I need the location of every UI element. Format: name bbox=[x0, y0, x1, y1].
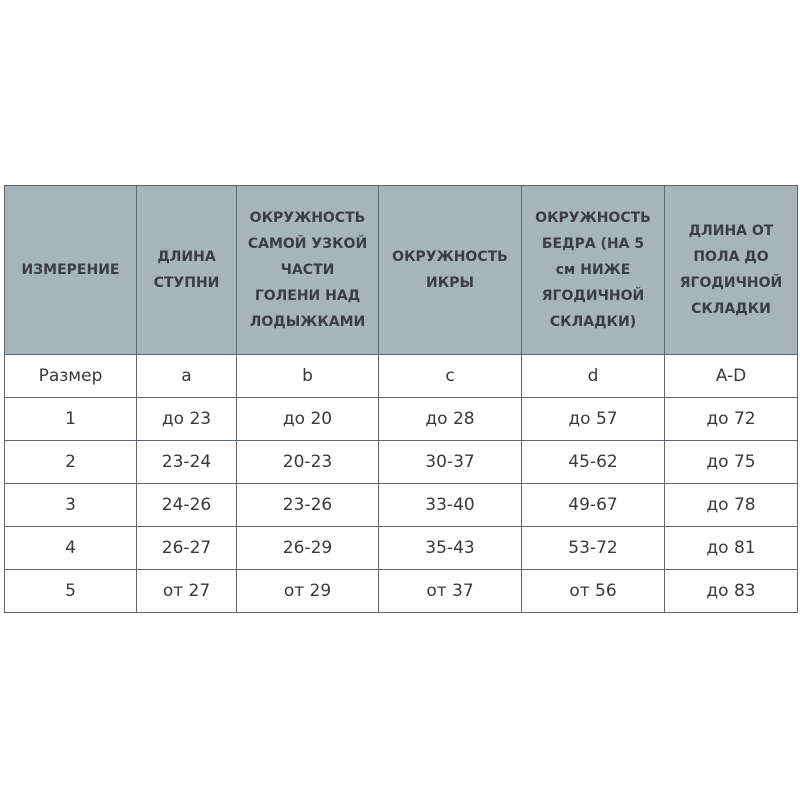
table-cell: от 27 bbox=[137, 570, 237, 613]
table-cell: 23-26 bbox=[237, 484, 379, 527]
table-cell: 24-26 bbox=[137, 484, 237, 527]
header-ankle-circumference bbox=[237, 186, 379, 355]
header-measurement bbox=[5, 186, 137, 355]
header-thigh-circumference-label: ОКРУЖНОСТЬ БЕДРА (НА 5 см НИЖЕ ЯГОДИЧНОЙ СКЛАДКИ) bbox=[535, 210, 651, 330]
header-floor-to-gluteal-length bbox=[665, 186, 798, 355]
header-floor-to-gluteal-length-label: ДЛИНА ОТ ПОЛА ДО ЯГОДИЧНОЙ СКЛАДКИ bbox=[679, 223, 783, 317]
table-cell: до 57 bbox=[522, 398, 665, 441]
table-row bbox=[5, 441, 798, 484]
table-cell: a bbox=[137, 355, 237, 398]
table-row bbox=[5, 398, 798, 441]
header-thigh-circumference bbox=[522, 186, 665, 355]
table-cell: A-D bbox=[665, 355, 798, 398]
table-cell: 45-62 bbox=[522, 441, 665, 484]
table-cell: до 72 bbox=[665, 398, 798, 441]
table-cell: 49-67 bbox=[522, 484, 665, 527]
table-cell: до 28 bbox=[379, 398, 522, 441]
header-ankle-circumference-label: ОКРУЖНОСТЬ САМОЙ УЗКОЙ ЧАСТИ ГОЛЕНИ НАД ЛОДЫЖКАМИ bbox=[247, 210, 368, 330]
table-cell: от 29 bbox=[237, 570, 379, 613]
header-row bbox=[5, 186, 798, 355]
table-cell: 1 bbox=[5, 398, 137, 441]
table-cell: 33-40 bbox=[379, 484, 522, 527]
size-table bbox=[4, 185, 798, 613]
table-cell: d bbox=[522, 355, 665, 398]
table-cell: 2 bbox=[5, 441, 137, 484]
table-cell: до 20 bbox=[237, 398, 379, 441]
table-row bbox=[5, 484, 798, 527]
table-cell: до 78 bbox=[665, 484, 798, 527]
table-cell: 35-43 bbox=[379, 527, 522, 570]
table-cell: 4 bbox=[5, 527, 137, 570]
table-cell: от 56 bbox=[522, 570, 665, 613]
table-row bbox=[5, 527, 798, 570]
table-cell: 53-72 bbox=[522, 527, 665, 570]
header-foot-length bbox=[137, 186, 237, 355]
table-cell: 26-29 bbox=[237, 527, 379, 570]
table-cell: Размер bbox=[5, 355, 137, 398]
table-cell: b bbox=[237, 355, 379, 398]
table-cell: 30-37 bbox=[379, 441, 522, 484]
table-cell: 23-24 bbox=[137, 441, 237, 484]
header-calf-circumference-label: ОКРУЖНОСТЬ ИКРЫ bbox=[392, 249, 508, 291]
table-cell: до 81 bbox=[665, 527, 798, 570]
table-cell: до 75 bbox=[665, 441, 798, 484]
header-measurement-label: ИЗМЕРЕНИЕ bbox=[21, 262, 120, 278]
table-cell: до 83 bbox=[665, 570, 798, 613]
header-calf-circumference bbox=[379, 186, 522, 355]
table-cell: до 23 bbox=[137, 398, 237, 441]
table-cell: 26-27 bbox=[137, 527, 237, 570]
table-cell: 20-23 bbox=[237, 441, 379, 484]
table-cell: 3 bbox=[5, 484, 137, 527]
table-row bbox=[5, 570, 798, 613]
table-cell: от 37 bbox=[379, 570, 522, 613]
letter-row bbox=[5, 355, 798, 398]
header-foot-length-label: ДЛИНА СТУПНИ bbox=[153, 249, 220, 291]
table-cell: c bbox=[379, 355, 522, 398]
table-cell: 5 bbox=[5, 570, 137, 613]
